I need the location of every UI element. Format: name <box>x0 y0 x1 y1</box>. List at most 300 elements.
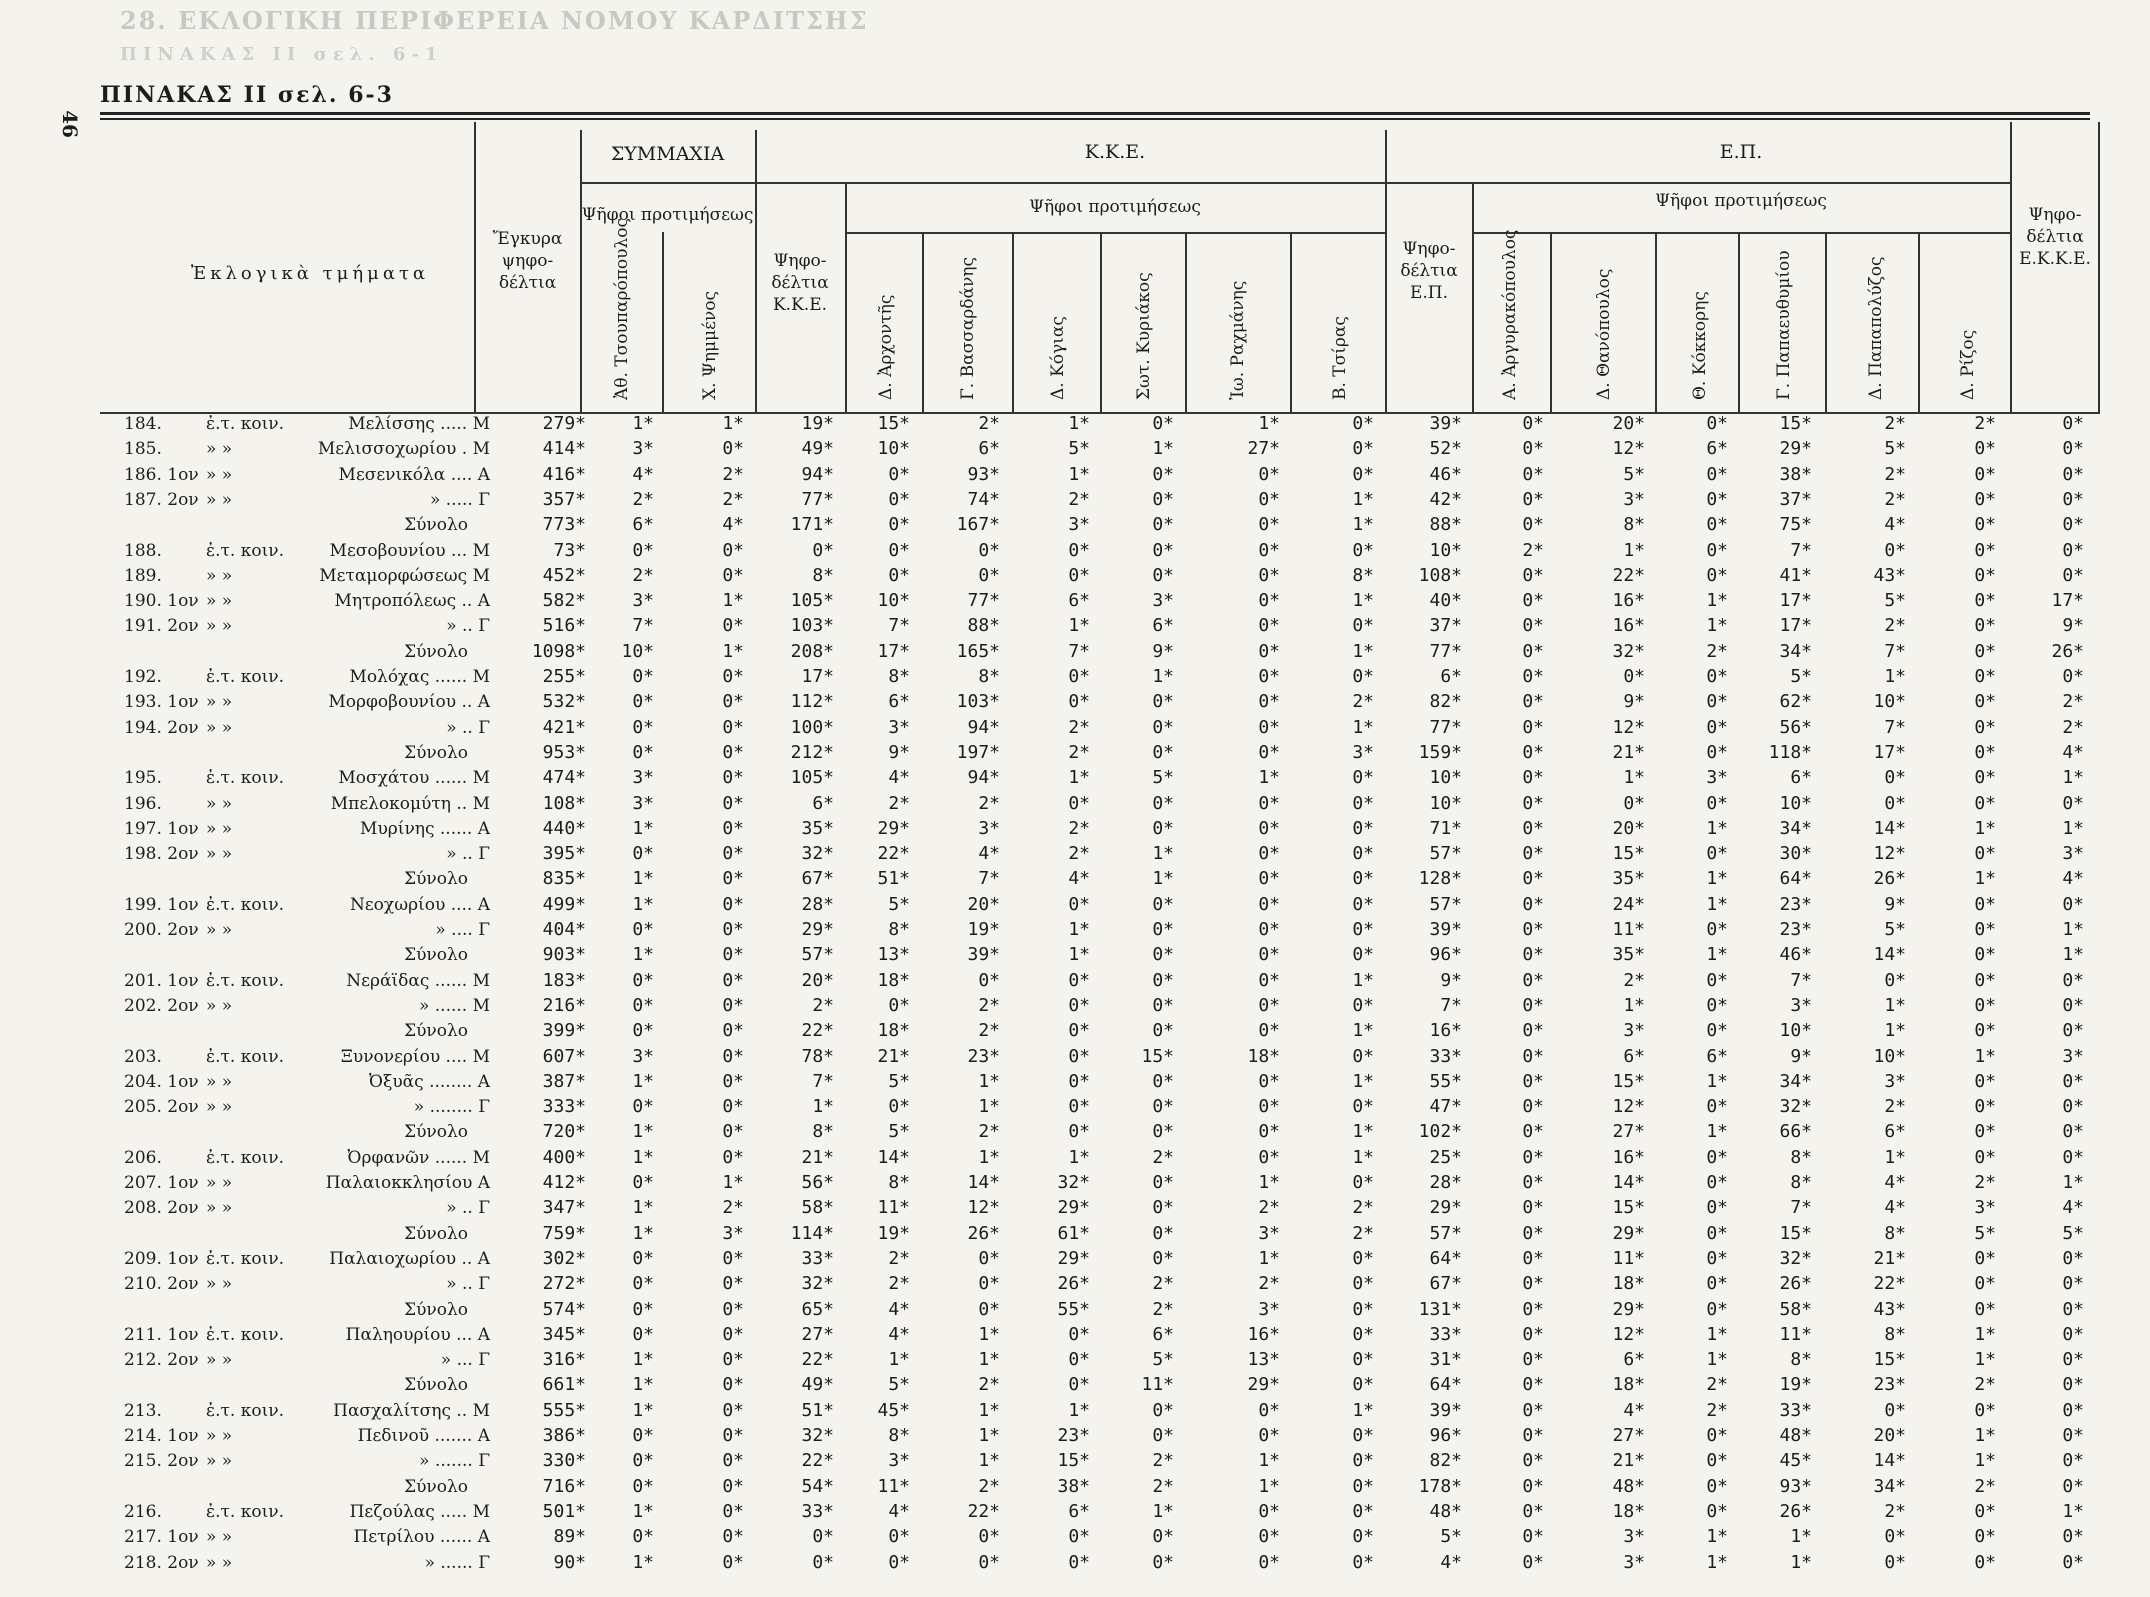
row-value: 0* <box>1068 893 1090 915</box>
row-value: 4* <box>978 843 1000 865</box>
row-value: 0* <box>888 564 910 586</box>
row-value: 0* <box>1974 1551 1996 1573</box>
row-value: 2* <box>1068 817 1090 839</box>
row-value: 34* <box>1779 817 1812 839</box>
row-value: 41* <box>1779 564 1812 586</box>
row-type: » » <box>206 1350 233 1371</box>
row-place: Μορφοβουνίου .. Α <box>328 692 490 713</box>
candidate-name: Δ. Ἀρχοντῆς <box>876 294 896 400</box>
row-value: 17* <box>1779 615 1812 637</box>
row-value: 414* <box>542 438 586 460</box>
kke-header: Κ.Κ.Ε. <box>1084 141 1146 163</box>
row-value: 0* <box>2062 1399 2084 1421</box>
row-value: 0* <box>1258 1096 1280 1118</box>
row-value: 4* <box>2062 868 2084 890</box>
row-value: 39* <box>1429 1399 1462 1421</box>
row-value: 532* <box>542 691 586 713</box>
row-value: 3* <box>1974 1197 1996 1219</box>
row-value: 37* <box>1429 615 1462 637</box>
row-value: 0* <box>1974 1500 1996 1522</box>
row-value: 1* <box>1706 1070 1728 1092</box>
row-type: ἐ.τ. κοιν. <box>206 1147 285 1168</box>
row-value: 112* <box>790 691 834 713</box>
row-value: 0* <box>1068 994 1090 1016</box>
row-value: 1* <box>1258 1450 1280 1472</box>
table-row <box>0 1222 2150 1246</box>
row-number: 193. 1ον <box>124 692 199 713</box>
row-place: Μελισσοχωρίου . Μ <box>317 439 490 460</box>
row-value: 29* <box>1612 1222 1645 1244</box>
divider <box>1472 182 1474 412</box>
row-value: 0* <box>1522 716 1544 738</box>
row-value: 216* <box>542 994 586 1016</box>
row-value: 3* <box>632 438 654 460</box>
row-number: 184. <box>124 414 162 434</box>
row-value: 0* <box>1974 741 1996 763</box>
row-value: 9* <box>2062 615 2084 637</box>
row-value: 21* <box>1612 1450 1645 1472</box>
row-value: 56* <box>801 1172 834 1193</box>
row-value: 8* <box>888 666 910 687</box>
row-value: 0* <box>632 691 654 713</box>
row-value: 357* <box>542 488 586 510</box>
row-value: 94* <box>967 767 1000 789</box>
table-row <box>0 1500 2150 1524</box>
row-value: 421* <box>542 716 586 738</box>
row-value: 0* <box>1522 868 1544 890</box>
table-row <box>0 994 2150 1018</box>
row-value: 19* <box>967 919 1000 940</box>
row-number: 210. 2ον <box>124 1274 199 1295</box>
row-place: Μεσενικόλα .... Α <box>338 464 490 485</box>
row-value: 1* <box>978 1349 1000 1371</box>
table-row <box>0 1424 2150 1448</box>
row-value: 3* <box>2062 1045 2084 1067</box>
row-value: 0* <box>1974 463 1996 485</box>
row-value: 0* <box>1522 413 1544 434</box>
row-value: 10* <box>1779 1020 1812 1042</box>
row-value: 22* <box>801 1020 834 1042</box>
table-row <box>0 665 2150 689</box>
row-value: 0* <box>1522 1425 1544 1446</box>
row-value: 2* <box>1068 843 1090 865</box>
row-value: 2* <box>1706 1374 1728 1396</box>
row-value: 720* <box>542 1121 586 1143</box>
row-value: 0* <box>1974 1526 1996 1548</box>
row-value: 347* <box>542 1197 586 1219</box>
row-total-label: Σύνολο <box>404 869 468 890</box>
row-value: 0* <box>632 994 654 1016</box>
row-value: 1* <box>632 1500 654 1522</box>
row-value: 0* <box>632 741 654 763</box>
row-value: 15* <box>1612 843 1645 865</box>
row-value: 0* <box>1522 893 1544 915</box>
row-value: 0* <box>1258 741 1280 763</box>
table-row <box>0 893 2150 917</box>
table-row <box>0 539 2150 563</box>
row-value: 8* <box>1623 514 1645 536</box>
row-value: 0* <box>1258 539 1280 561</box>
row-value: 0* <box>1152 564 1174 586</box>
row-value: 33* <box>801 1247 834 1269</box>
row-value: 4* <box>888 767 910 789</box>
row-value: 57* <box>1429 843 1462 865</box>
row-value: 33* <box>1779 1399 1812 1421</box>
row-value: 24* <box>1612 893 1645 915</box>
row-value: 0* <box>1352 1500 1374 1522</box>
row-value: 22* <box>1612 564 1645 586</box>
row-value: 0* <box>1706 1172 1728 1193</box>
row-value: 0* <box>1258 843 1280 865</box>
row-value: 0* <box>1152 1020 1174 1042</box>
row-value: 0* <box>1152 539 1174 561</box>
row-value: 8* <box>1790 1172 1812 1193</box>
row-value: 0* <box>1974 615 1996 637</box>
row-value: 17* <box>2051 590 2084 612</box>
row-value: 412* <box>542 1172 586 1193</box>
row-value: 26* <box>1779 1273 1812 1295</box>
row-value: 2* <box>1974 1374 1996 1396</box>
row-value: 0* <box>1152 1551 1174 1573</box>
row-value: 0* <box>1974 944 1996 966</box>
row-place: Μπελοκομύτη .. Μ <box>330 793 490 814</box>
row-value: 2* <box>1884 615 1906 637</box>
row-value: 21* <box>1612 741 1645 763</box>
row-value: 105* <box>790 767 834 789</box>
table-row <box>0 1272 2150 1296</box>
row-value: 23* <box>1779 919 1812 940</box>
row-value: 759* <box>542 1222 586 1244</box>
row-value: 0* <box>722 1349 744 1371</box>
row-value: 51* <box>801 1399 834 1421</box>
row-value: 0* <box>1522 1247 1544 1269</box>
row-type: ἐ.τ. κοιν. <box>206 1046 285 1067</box>
row-value: 0* <box>1974 1298 1996 1320</box>
row-value: 2* <box>978 1475 1000 1497</box>
row-value: 4* <box>1068 868 1090 890</box>
row-value: 0* <box>1522 1222 1544 1244</box>
row-value: 1* <box>1152 868 1174 890</box>
table-row <box>0 564 2150 588</box>
row-number: 211. 1ον <box>124 1324 199 1345</box>
row-value: 3* <box>1623 1526 1645 1548</box>
row-value: 26* <box>967 1222 1000 1244</box>
row-value: 26* <box>2051 640 2084 662</box>
row-value: 2* <box>1152 1273 1174 1295</box>
row-value: 14* <box>1873 1450 1906 1472</box>
row-value: 2* <box>1258 1273 1280 1295</box>
row-value: 3* <box>632 1045 654 1067</box>
row-value: 6* <box>1706 438 1728 460</box>
row-value: 71* <box>1429 817 1462 839</box>
row-value: 1* <box>978 1425 1000 1446</box>
row-place: Μοσχάτου ...... Μ <box>338 768 490 789</box>
row-value: 1* <box>632 1551 654 1573</box>
row-value: 440* <box>542 817 586 839</box>
row-number: 201. 1ον <box>124 970 199 991</box>
row-value: 9* <box>1884 893 1906 915</box>
row-value: 0* <box>2062 893 2084 915</box>
row-value: 1* <box>1352 1146 1374 1168</box>
divider <box>922 232 924 412</box>
row-value: 0* <box>2062 488 2084 510</box>
row-value: 0* <box>722 1374 744 1396</box>
row-value: 0* <box>1522 1526 1544 1548</box>
row-value: 39* <box>1429 919 1462 940</box>
row-value: 103* <box>790 615 834 637</box>
row-value: 0* <box>1352 438 1374 460</box>
row-value: 0* <box>1522 741 1544 763</box>
row-value: 0* <box>722 1425 744 1446</box>
row-value: 607* <box>542 1045 586 1067</box>
row-value: 3* <box>888 716 910 738</box>
row-value: 1* <box>722 590 744 612</box>
row-value: 0* <box>1623 666 1645 687</box>
row-value: 1* <box>1884 994 1906 1016</box>
row-value: 14* <box>877 1146 910 1168</box>
table-row <box>0 1373 2150 1397</box>
row-value: 2* <box>1623 969 1645 991</box>
row-value: 0* <box>632 1323 654 1345</box>
row-value: 0* <box>1152 792 1174 814</box>
row-value: 302* <box>542 1247 586 1269</box>
row-place: Μυρίνης ...... Α <box>360 818 490 839</box>
table-row <box>0 513 2150 537</box>
row-value: 0* <box>2062 1298 2084 1320</box>
row-value: 5* <box>1152 767 1174 789</box>
row-value: 0* <box>1522 1197 1544 1219</box>
row-value: 0* <box>1884 1526 1906 1548</box>
row-value: 2* <box>1152 1450 1174 1472</box>
row-type: ἐ.τ. κοιν. <box>206 667 285 687</box>
row-value: 5* <box>1884 590 1906 612</box>
row-value: 0* <box>1706 1096 1728 1118</box>
row-value: 7* <box>1790 1197 1812 1219</box>
row-value: 27* <box>1612 1121 1645 1143</box>
row-value: 1* <box>2062 919 2084 940</box>
row-value: 20* <box>801 969 834 991</box>
row-value: 0* <box>722 1121 744 1143</box>
row-value: 1* <box>1790 1526 1812 1548</box>
row-place: Ξυνονερίου .... Μ <box>340 1046 490 1067</box>
table-row <box>0 1298 2150 1322</box>
row-type: » » <box>206 591 233 612</box>
row-value: 0* <box>1706 1222 1728 1244</box>
row-number: 203. <box>124 1046 162 1067</box>
row-value: 0* <box>2062 413 2084 434</box>
row-value: 2* <box>888 1273 910 1295</box>
row-value: 64* <box>1429 1247 1462 1269</box>
row-value: 0* <box>1706 539 1728 561</box>
row-value: 10* <box>1873 1045 1906 1067</box>
row-value: 73* <box>553 539 586 561</box>
row-value: 20* <box>1612 413 1645 434</box>
row-type: » » <box>206 1527 233 1548</box>
row-value: 2* <box>978 413 1000 434</box>
row-value: 0* <box>1152 969 1174 991</box>
row-value: 0* <box>888 1096 910 1118</box>
row-value: 0* <box>2062 1121 2084 1143</box>
row-value: 57* <box>1429 1222 1462 1244</box>
ep-header: Ε.Π. <box>1719 141 1763 163</box>
row-type: » » <box>206 920 233 940</box>
row-value: 2* <box>978 1374 1000 1396</box>
row-value: 0* <box>1352 1298 1374 1320</box>
row-type: » » <box>206 464 233 485</box>
row-value: 0* <box>1974 792 1996 814</box>
candidate-name: Γ. Βασσαρδάνης <box>958 256 978 400</box>
row-value: 16* <box>1612 1146 1645 1168</box>
row-value: 0* <box>632 1273 654 1295</box>
row-value: 0* <box>1974 1070 1996 1092</box>
row-value: 33* <box>801 1500 834 1522</box>
row-value: 64* <box>1779 868 1812 890</box>
row-value: 0* <box>1352 792 1374 814</box>
kke-pref-header: Ψῆφοι προτιμήσεως <box>1029 197 1201 217</box>
row-value: 18* <box>1247 1045 1280 1067</box>
row-value: 0* <box>722 1045 744 1067</box>
row-value: 42* <box>1429 488 1462 510</box>
row-value: 0* <box>722 1298 744 1320</box>
row-value: 55* <box>1429 1070 1462 1092</box>
row-value: 47* <box>1429 1096 1462 1118</box>
divider <box>1918 232 1920 412</box>
row-value: 4* <box>1884 1172 1906 1193</box>
row-number: 209. 1ον <box>124 1248 199 1269</box>
row-value: 10* <box>1429 539 1462 561</box>
row-value: 5* <box>1790 666 1812 687</box>
row-value: 0* <box>1352 919 1374 940</box>
row-value: 8* <box>1884 1323 1906 1345</box>
row-value: 0* <box>1522 1121 1544 1143</box>
row-value: 3* <box>632 767 654 789</box>
row-value: 0* <box>1258 893 1280 915</box>
row-value: 0* <box>722 868 744 890</box>
row-value: 1* <box>1152 438 1174 460</box>
row-value: 4* <box>722 514 744 536</box>
row-value: 0* <box>1258 1146 1280 1168</box>
row-value: 0* <box>2062 539 2084 561</box>
row-value: 48* <box>1429 1500 1462 1522</box>
candidate-name: Α. Ἀργυρακόπουλος <box>1500 229 1520 400</box>
row-value: 45* <box>877 1399 910 1421</box>
row-value: 57* <box>1429 893 1462 915</box>
row-value: 0* <box>1068 1526 1090 1548</box>
row-place: Πασχαλίτσης .. Μ <box>333 1400 490 1421</box>
row-value: 0* <box>1258 994 1280 1016</box>
row-value: 100* <box>790 716 834 738</box>
row-value: 10* <box>877 438 910 460</box>
row-value: 0* <box>1623 792 1645 814</box>
row-value: 18* <box>1612 1374 1645 1396</box>
row-value: 0* <box>1258 1070 1280 1092</box>
divider <box>580 130 582 412</box>
row-value: 37* <box>1779 488 1812 510</box>
row-value: 64* <box>1429 1374 1462 1396</box>
row-value: 0* <box>1706 1298 1728 1320</box>
row-value: 35* <box>1612 944 1645 966</box>
row-value: 0* <box>978 1526 1000 1548</box>
row-value: 0* <box>1352 615 1374 637</box>
table-row <box>0 1551 2150 1575</box>
row-value: 4* <box>1623 1399 1645 1421</box>
row-value: 105* <box>790 590 834 612</box>
row-value: 0* <box>632 716 654 738</box>
row-value: 15* <box>1057 1450 1090 1472</box>
row-value: 0* <box>1974 590 1996 612</box>
page-number: 46 <box>57 110 82 138</box>
row-value: 8* <box>812 1121 834 1143</box>
row-value: 1098* <box>531 640 586 662</box>
row-value: 128* <box>1418 868 1462 890</box>
row-value: 0* <box>722 615 744 637</box>
row-value: 28* <box>801 893 834 915</box>
row-value: 0* <box>1706 1425 1728 1446</box>
row-value: 6* <box>888 691 910 713</box>
row-value: 2* <box>1068 716 1090 738</box>
row-value: 1* <box>1884 1146 1906 1168</box>
table-row <box>0 741 2150 765</box>
row-value: 1* <box>1068 615 1090 637</box>
row-value: 1* <box>632 1222 654 1244</box>
row-value: 18* <box>1612 1273 1645 1295</box>
row-value: 0* <box>1152 1070 1174 1092</box>
row-value: 8* <box>812 564 834 586</box>
row-value: 35* <box>1612 868 1645 890</box>
row-value: 12* <box>967 1197 1000 1219</box>
row-value: 1* <box>1258 1247 1280 1269</box>
row-value: 1* <box>1974 1450 1996 1472</box>
row-place: Ὀρφανῶν ...... Μ <box>347 1147 490 1168</box>
row-number: 214. 1ον <box>124 1426 199 1446</box>
table-row <box>0 766 2150 790</box>
table-row <box>0 589 2150 613</box>
row-value: 0* <box>1706 488 1728 510</box>
row-value: 0* <box>1974 843 1996 865</box>
row-value: 661* <box>542 1374 586 1396</box>
row-value: 0* <box>2062 1323 2084 1345</box>
row-value: 0* <box>2062 438 2084 460</box>
row-number: 216. <box>124 1501 162 1522</box>
row-place: » .. Γ <box>446 1274 490 1295</box>
row-value: 7* <box>1790 539 1812 561</box>
row-total-label: Σύνολο <box>404 1375 468 1396</box>
row-number: 192. <box>124 667 162 687</box>
row-value: 4* <box>1884 514 1906 536</box>
row-value: 0* <box>1152 514 1174 536</box>
table-row <box>0 867 2150 891</box>
row-value: 0* <box>978 1551 1000 1573</box>
row-value: 0* <box>2062 1450 2084 1472</box>
row-value: 0* <box>722 1273 744 1295</box>
table-row <box>0 943 2150 967</box>
row-value: 34* <box>1873 1475 1906 1497</box>
table-row <box>0 488 2150 512</box>
row-value: 3* <box>1352 741 1374 763</box>
row-value: 8* <box>888 1172 910 1193</box>
candidate-name: Δ. Κόγιας <box>1048 316 1068 400</box>
row-place: Ὀξυᾶς ........ Α <box>369 1071 490 1092</box>
candidate-name: Ἀθ. Τσουπαρόπουλος <box>612 218 632 400</box>
table-row <box>0 1323 2150 1347</box>
row-value: 3* <box>978 817 1000 839</box>
row-value: 74* <box>967 488 1000 510</box>
row-value: 2* <box>722 463 744 485</box>
candidate-name: Θ. Κόκκορης <box>1690 291 1710 400</box>
row-value: 62* <box>1779 691 1812 713</box>
row-value: 0* <box>1706 969 1728 991</box>
row-value: 0* <box>1706 463 1728 485</box>
